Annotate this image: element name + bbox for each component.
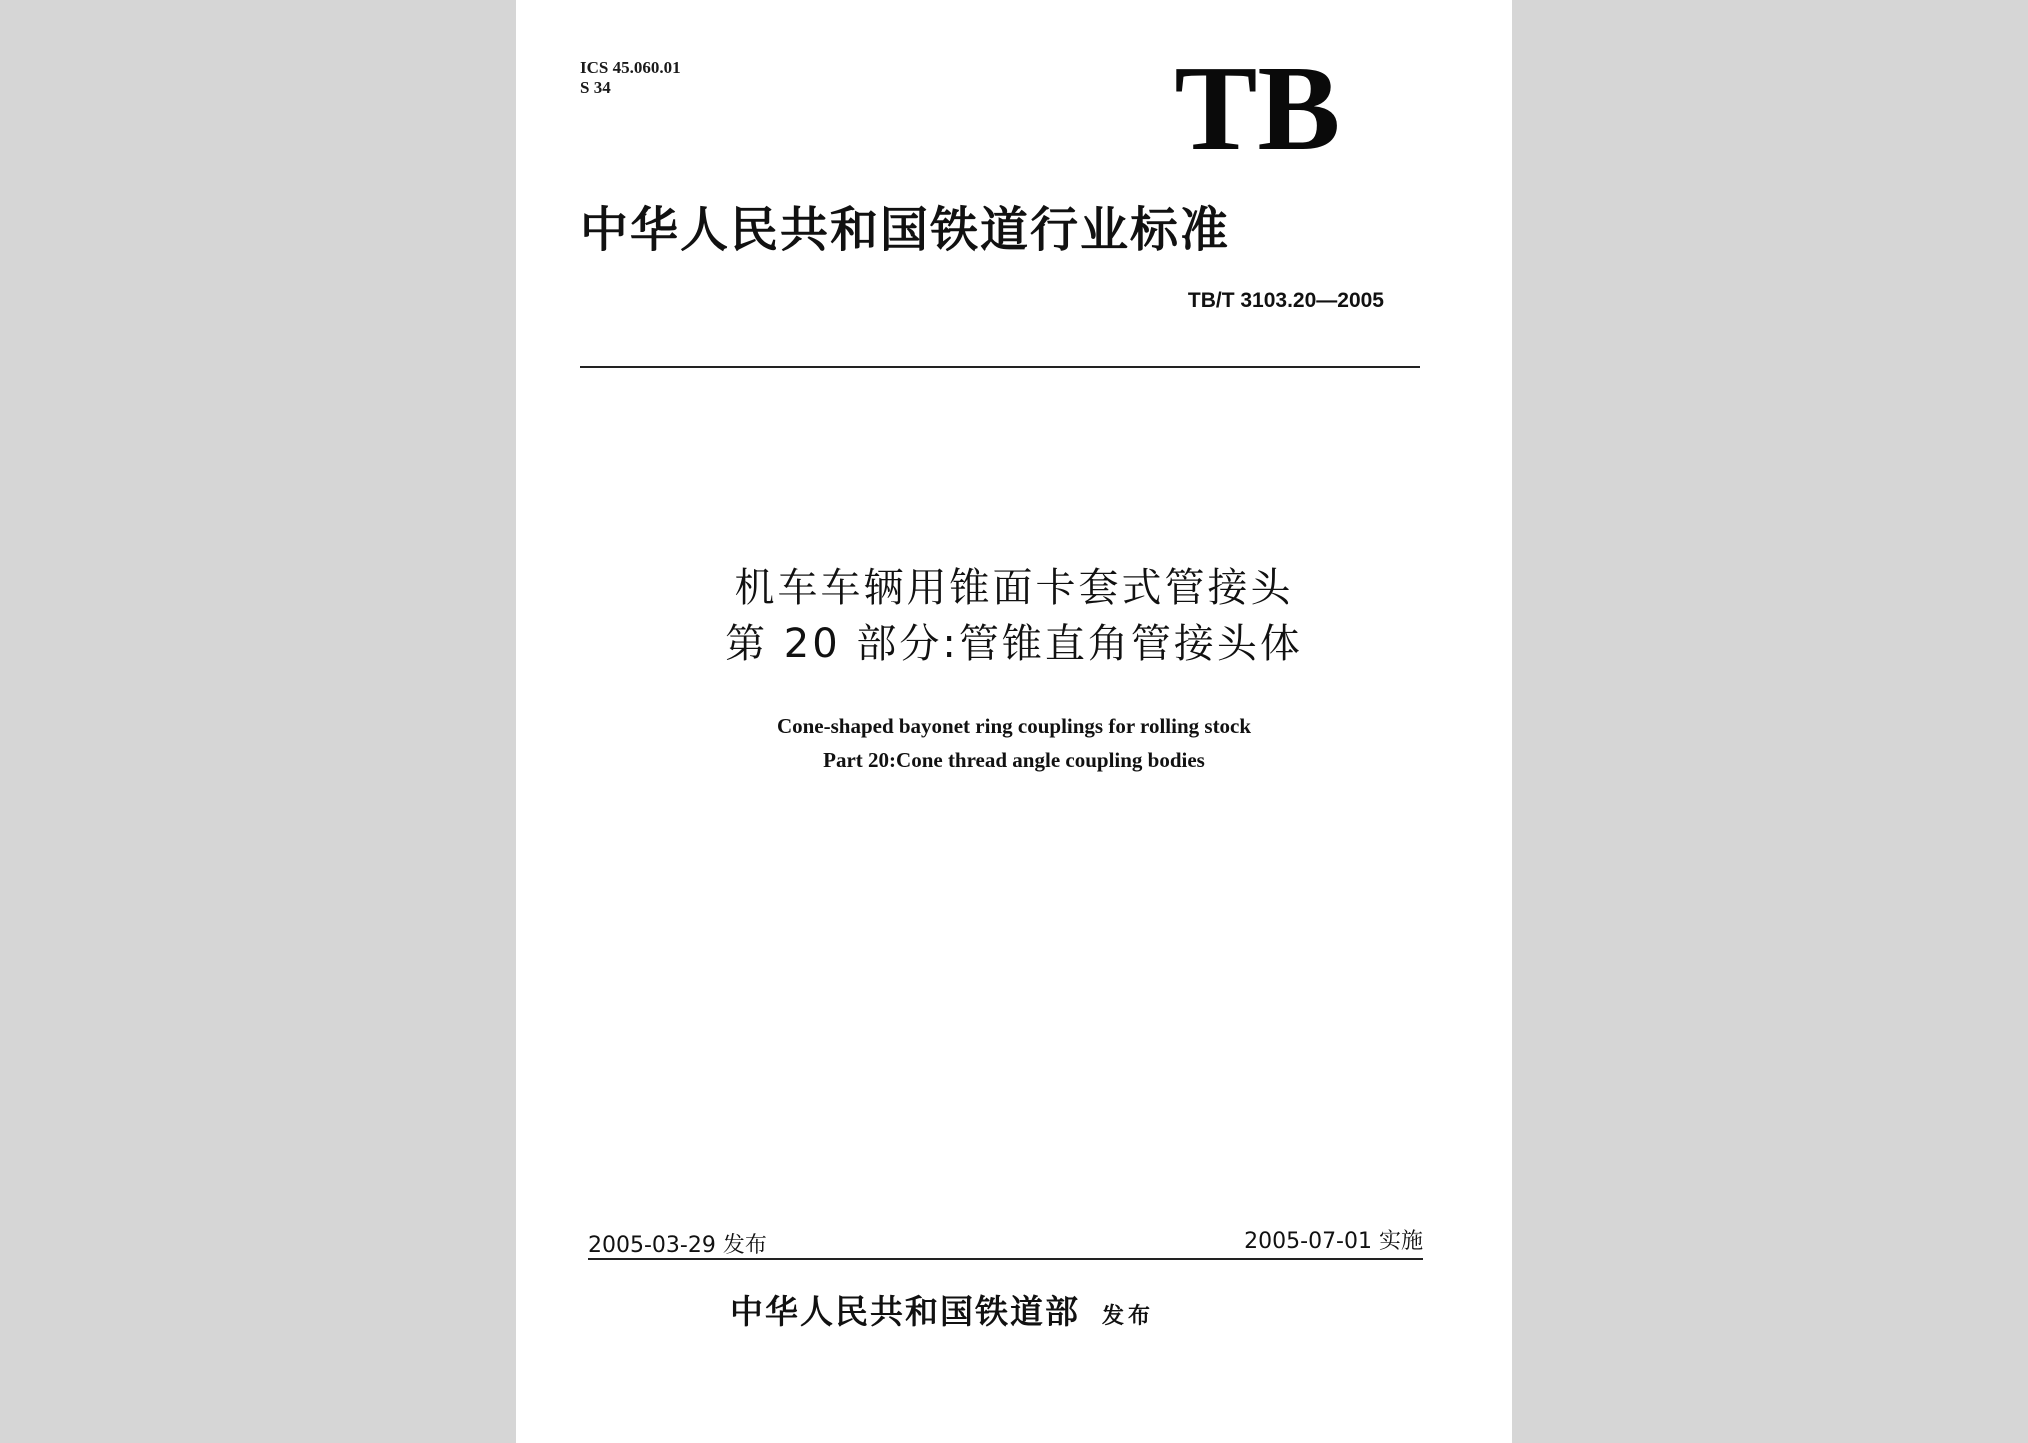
bottom-divider <box>588 1258 1423 1260</box>
ccs-code: S 34 <box>580 78 611 97</box>
en-title-line2: Part 20:Cone thread angle coupling bodies <box>823 748 1205 772</box>
ics-code: ICS 45.060.01 <box>580 58 681 77</box>
classification-codes <box>580 58 681 98</box>
cn-title-line1: 机车车辆用锥面卡套式管接头 <box>734 565 1294 611</box>
standard-number: TB/T 3103.20—2005 <box>1187 289 1384 312</box>
document-cover <box>516 0 1512 1443</box>
standard-title: 中华人民共和国铁道行业标准 <box>580 202 1231 258</box>
issue-date: 2005-03-29 发布 <box>588 1233 767 1258</box>
implement-date: 2005-07-01 实施 <box>1244 1229 1423 1254</box>
cn-title-line2: 第 20 部分:管锥直角管接头体 <box>725 621 1303 667</box>
top-divider <box>580 366 1420 368</box>
issuer-org: 中华人民共和国铁道部 <box>730 1292 1080 1331</box>
issuer-line <box>730 1290 1154 1339</box>
en-title-line1: Cone-shaped bayonet ring couplings for rolling stock <box>776 714 1252 738</box>
tb-logo: TB <box>1174 41 1341 176</box>
issuer-action: 发布 <box>1102 1304 1155 1329</box>
